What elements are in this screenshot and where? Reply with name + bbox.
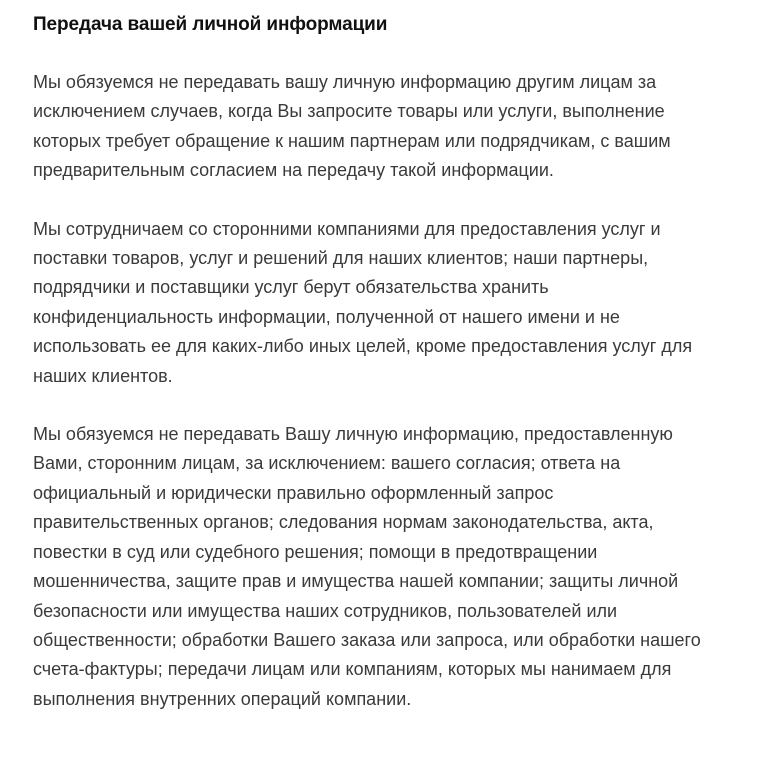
paragraph-line: официальный и юридически правильно оформленный запрос: [33, 482, 554, 503]
paragraph-line: Мы обязуемся не передавать вашу личную информацию другим лицам за: [33, 72, 657, 92]
paragraph-line: безопасности или имущества наших сотрудников, пользователей или: [33, 600, 618, 621]
paragraph-line: Мы сотрудничаем со сторонними компаниями для предоставления услуг и: [33, 218, 661, 239]
paragraph-line: исключением случаев, когда Вы запросите товары или услуги, выполнение: [33, 101, 665, 122]
section-title: Передача вашей личной информации: [33, 14, 388, 35]
paragraph-line: счета-фактуры; передачи лицам или компаниям, которых мы нанимаем для: [33, 659, 672, 680]
paragraph-line: предварительным согласием на передачу такой информации.: [33, 160, 554, 181]
paragraph-2: [33, 215, 740, 391]
paragraph-line: повестки в суд или судебного решения; помощи в предотвращении: [33, 541, 598, 562]
paragraph-line: выполнения внутренних операций компании.: [33, 688, 412, 709]
paragraph-line: мошенничества, защите прав и имущества нашей компании; защиты личной: [33, 571, 679, 592]
paragraph-line: которых требует обращение к нашим партнерам или подрядчикам, с вашим: [33, 130, 671, 151]
paragraph-3: [33, 420, 740, 714]
paragraph-line: поставки товаров, услуг и решений для наших клиентов; наши партнеры,: [33, 248, 649, 269]
paragraph-line: общественности; обработки Вашего заказа или запроса, или обработки нашего: [33, 629, 701, 650]
paragraph-line: использовать ее для каких-либо иных целей, кроме предоставления услуг для: [33, 336, 693, 357]
paragraph-1: [33, 68, 740, 186]
paragraph-line: наших клиентов.: [33, 365, 173, 386]
paragraph-line: Мы обязуемся не передавать Вашу личную информацию, предоставленную: [33, 424, 673, 445]
paragraph-line: Вами, сторонним лицам, за исключением: вашего согласия; ответа на: [33, 453, 621, 474]
paragraph-line: подрядчики и поставщики услуг берут обязательства хранить: [33, 277, 549, 298]
paragraph-line: правительственных органов; следования нормам законодательства, акта,: [33, 512, 654, 533]
paragraph-line: конфиденциальность информации, полученной от нашего имени и не: [33, 306, 620, 327]
